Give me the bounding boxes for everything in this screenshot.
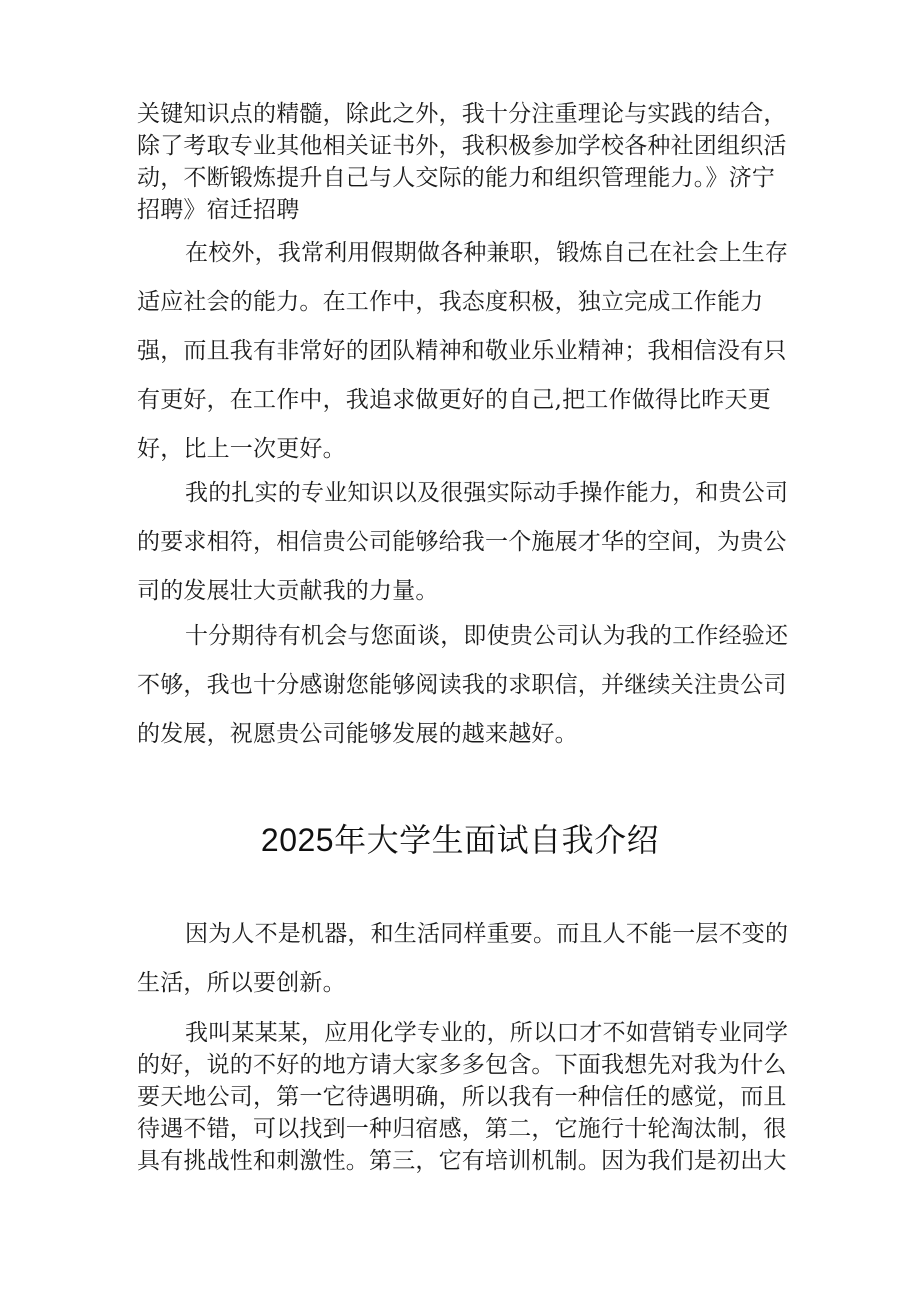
paragraph-skills-summary: 关键知识点的精髓，除此之外，我十分注重理论与实践的结合，除了考取专业其他相关证书外，我积极参加学校各种社团组织活动，不断锻炼提升自己与人交际的能力和组织管理能力。》济宁招聘》宿迁招聘 <box>137 101 787 223</box>
paragraph-innovation: 因为人不是机器，和生活同样重要。而且人不能一层不变的生活，所以要创新。 <box>137 921 789 996</box>
section-title: 2025年大学生面试自我介绍 <box>260 822 660 858</box>
paragraph-closing-wishes: 十分期待有机会与您面谈，即使贵公司认为我的工作经验还不够，我也十分感谢您能够阅读我的求职信，并继续关注贵公司的发展，祝愿贵公司能够发展的越来越好。 <box>137 623 789 747</box>
paragraph-part-time-work: 在校外，我常利用假期做各种兼职，锻炼自己在社会上生存适应社会的能力。在工作中，我态度积极，独立完成工作能力强，而且我有非常好的团队精神和敬业乐业精神；我相信没有只有更好，在工作中，我追求做更好的自己,把工作做得比昨天更好，比上一次更好。 <box>137 240 789 462</box>
paragraph-qualifications: 我的扎实的专业知识以及很强实际动手操作能力，和贵公司的要求相符，相信贵公司能够给我一个施展才华的空间，为贵公司的发展壮大贡献我的力量。 <box>137 480 789 604</box>
paragraph-self-introduction: 我叫某某某，应用化学专业的，所以口才不如营销专业同学的好，说的不好的地方请大家多多包含。下面我想先对我为什么要天地公司，第一它待遇明确，所以我有一种信任的感觉，而且待遇不错，可以找到一种归宿感，第二，它施行十轮淘汰制，很具有挑战性和刺激性。第三，它有培训机制。因为我们是初出大 <box>137 1020 789 1174</box>
